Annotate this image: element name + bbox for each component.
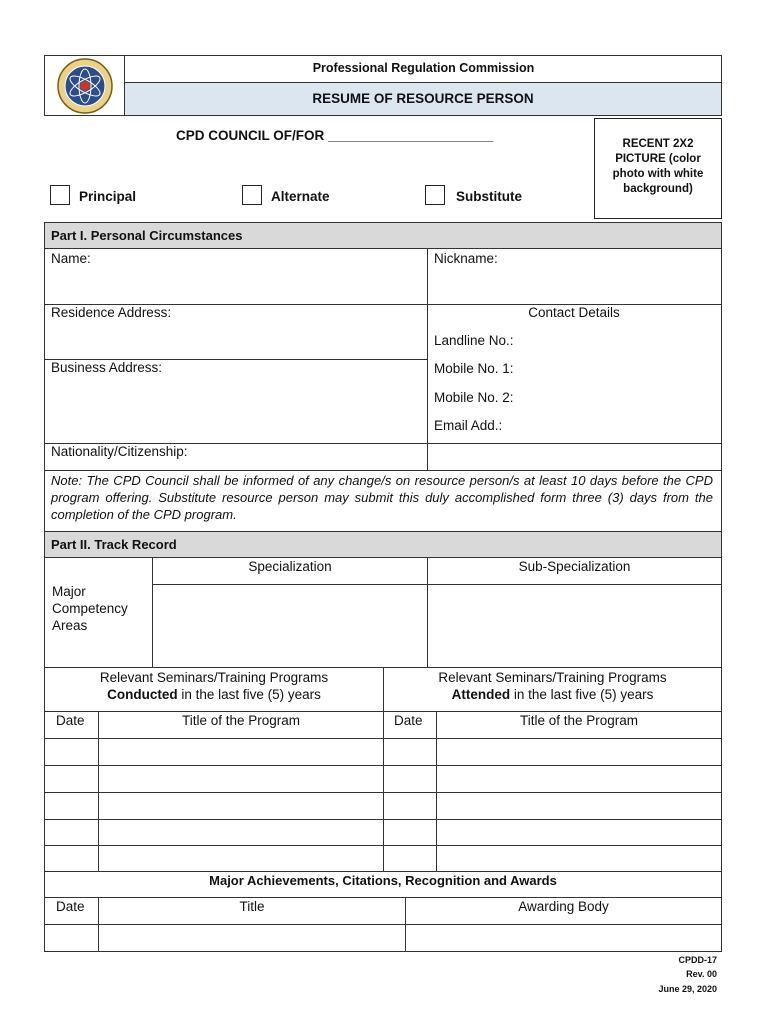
- prog-row-line: [45, 871, 721, 872]
- attended-title-heading: Title of the Program: [519, 713, 639, 728]
- contact-details-heading: Contact Details: [528, 305, 620, 320]
- conducted-date-heading: Date: [56, 713, 85, 728]
- form-code: CPDD-17: [678, 955, 717, 965]
- attended-heading: [384, 669, 721, 703]
- note-text: Note: The CPD Council shall be informed of any change/s on resource person/s at least 10 days before the CPD program offering. Substitute resource person may submit this duly accomplished form three (3) days from the completion of the CPD program.: [51, 473, 713, 522]
- photo-line-1: RECENT 2X2: [622, 138, 694, 150]
- landline-field[interactable]: Landline No.:: [434, 333, 514, 348]
- part1-header: Part I. Personal Circumstances: [45, 223, 721, 249]
- substitute-checkbox[interactable]: [425, 185, 445, 205]
- nickname-field[interactable]: Nickname:: [434, 251, 498, 266]
- ach-body-heading: Awarding Body: [518, 899, 609, 914]
- prog-row-line: [45, 765, 721, 766]
- conducted-rest: in the last five (5) years: [177, 687, 321, 702]
- email-field[interactable]: Email Add.:: [434, 418, 503, 433]
- principal-label: Principal: [79, 189, 137, 204]
- prog-row-line: [45, 845, 721, 846]
- major-line-1: Major: [52, 584, 86, 599]
- seminars-hline-head: [45, 711, 721, 712]
- principal-checkbox[interactable]: [50, 185, 70, 205]
- nationality-field[interactable]: Nationality/Citizenship:: [51, 444, 188, 459]
- sub-specialization-heading: Sub-Specialization: [518, 559, 631, 574]
- prog-row-line: [45, 738, 721, 739]
- business-address-field[interactable]: Business Address:: [51, 360, 163, 375]
- council-field[interactable]: CPD COUNCIL OF/FOR ______________________: [176, 128, 494, 143]
- residence-address-field[interactable]: Residence Address:: [51, 305, 172, 320]
- prog-row-line: [45, 819, 721, 820]
- conducted-title-heading: Title of the Program: [181, 713, 301, 728]
- form-revision: Rev. 00: [686, 969, 717, 979]
- attended-rest: in the last five (5) years: [510, 687, 654, 702]
- attended-bold: Attended: [451, 687, 511, 702]
- specialization-heading: Specialization: [248, 559, 332, 574]
- org-name: Professional Regulation Commission: [312, 61, 535, 75]
- photo-line-4: background): [623, 183, 693, 195]
- photo-box[interactable]: [594, 118, 722, 219]
- attended-line-2: [384, 686, 721, 703]
- achievements-heading: Major Achievements, Citations, Recognition and Awards: [209, 873, 557, 888]
- prog-row-line: [45, 792, 721, 793]
- conducted-line-1: Relevant Seminars/Training Programs: [99, 670, 329, 685]
- major-line-2: Competency: [52, 601, 128, 616]
- conducted-bold: Conducted: [107, 687, 178, 702]
- conducted-heading: [45, 669, 383, 703]
- attended-line-1: Relevant Seminars/Training Programs: [438, 670, 667, 685]
- alternate-checkbox[interactable]: [242, 185, 262, 205]
- ach-hline-2: [45, 924, 721, 925]
- major-competency-label: [52, 583, 128, 634]
- part2-header: Part II. Track Record: [45, 532, 721, 558]
- ach-title-heading: Title: [239, 899, 265, 914]
- form-title: RESUME OF RESOURCE PERSON: [125, 83, 721, 115]
- substitute-label: Substitute: [456, 189, 522, 204]
- prc-seal-logo: [52, 58, 118, 114]
- alternate-label: Alternate: [271, 189, 330, 204]
- form-date: June 29, 2020: [658, 984, 717, 994]
- specialization-field[interactable]: [153, 585, 427, 667]
- sub-specialization-field[interactable]: [428, 585, 721, 667]
- mobile1-field[interactable]: Mobile No. 1:: [434, 361, 514, 376]
- attended-date-heading: Date: [394, 713, 423, 728]
- mobile2-field[interactable]: Mobile No. 2:: [434, 390, 514, 405]
- name-field[interactable]: Name:: [51, 251, 91, 266]
- major-line-3: Areas: [52, 618, 88, 633]
- photo-line-2: PICTURE (color: [615, 153, 701, 165]
- ach-hline-1: [45, 897, 721, 898]
- conducted-line-2: [45, 686, 383, 703]
- ach-date-heading: Date: [56, 899, 85, 914]
- photo-line-3: photo with white: [612, 168, 704, 180]
